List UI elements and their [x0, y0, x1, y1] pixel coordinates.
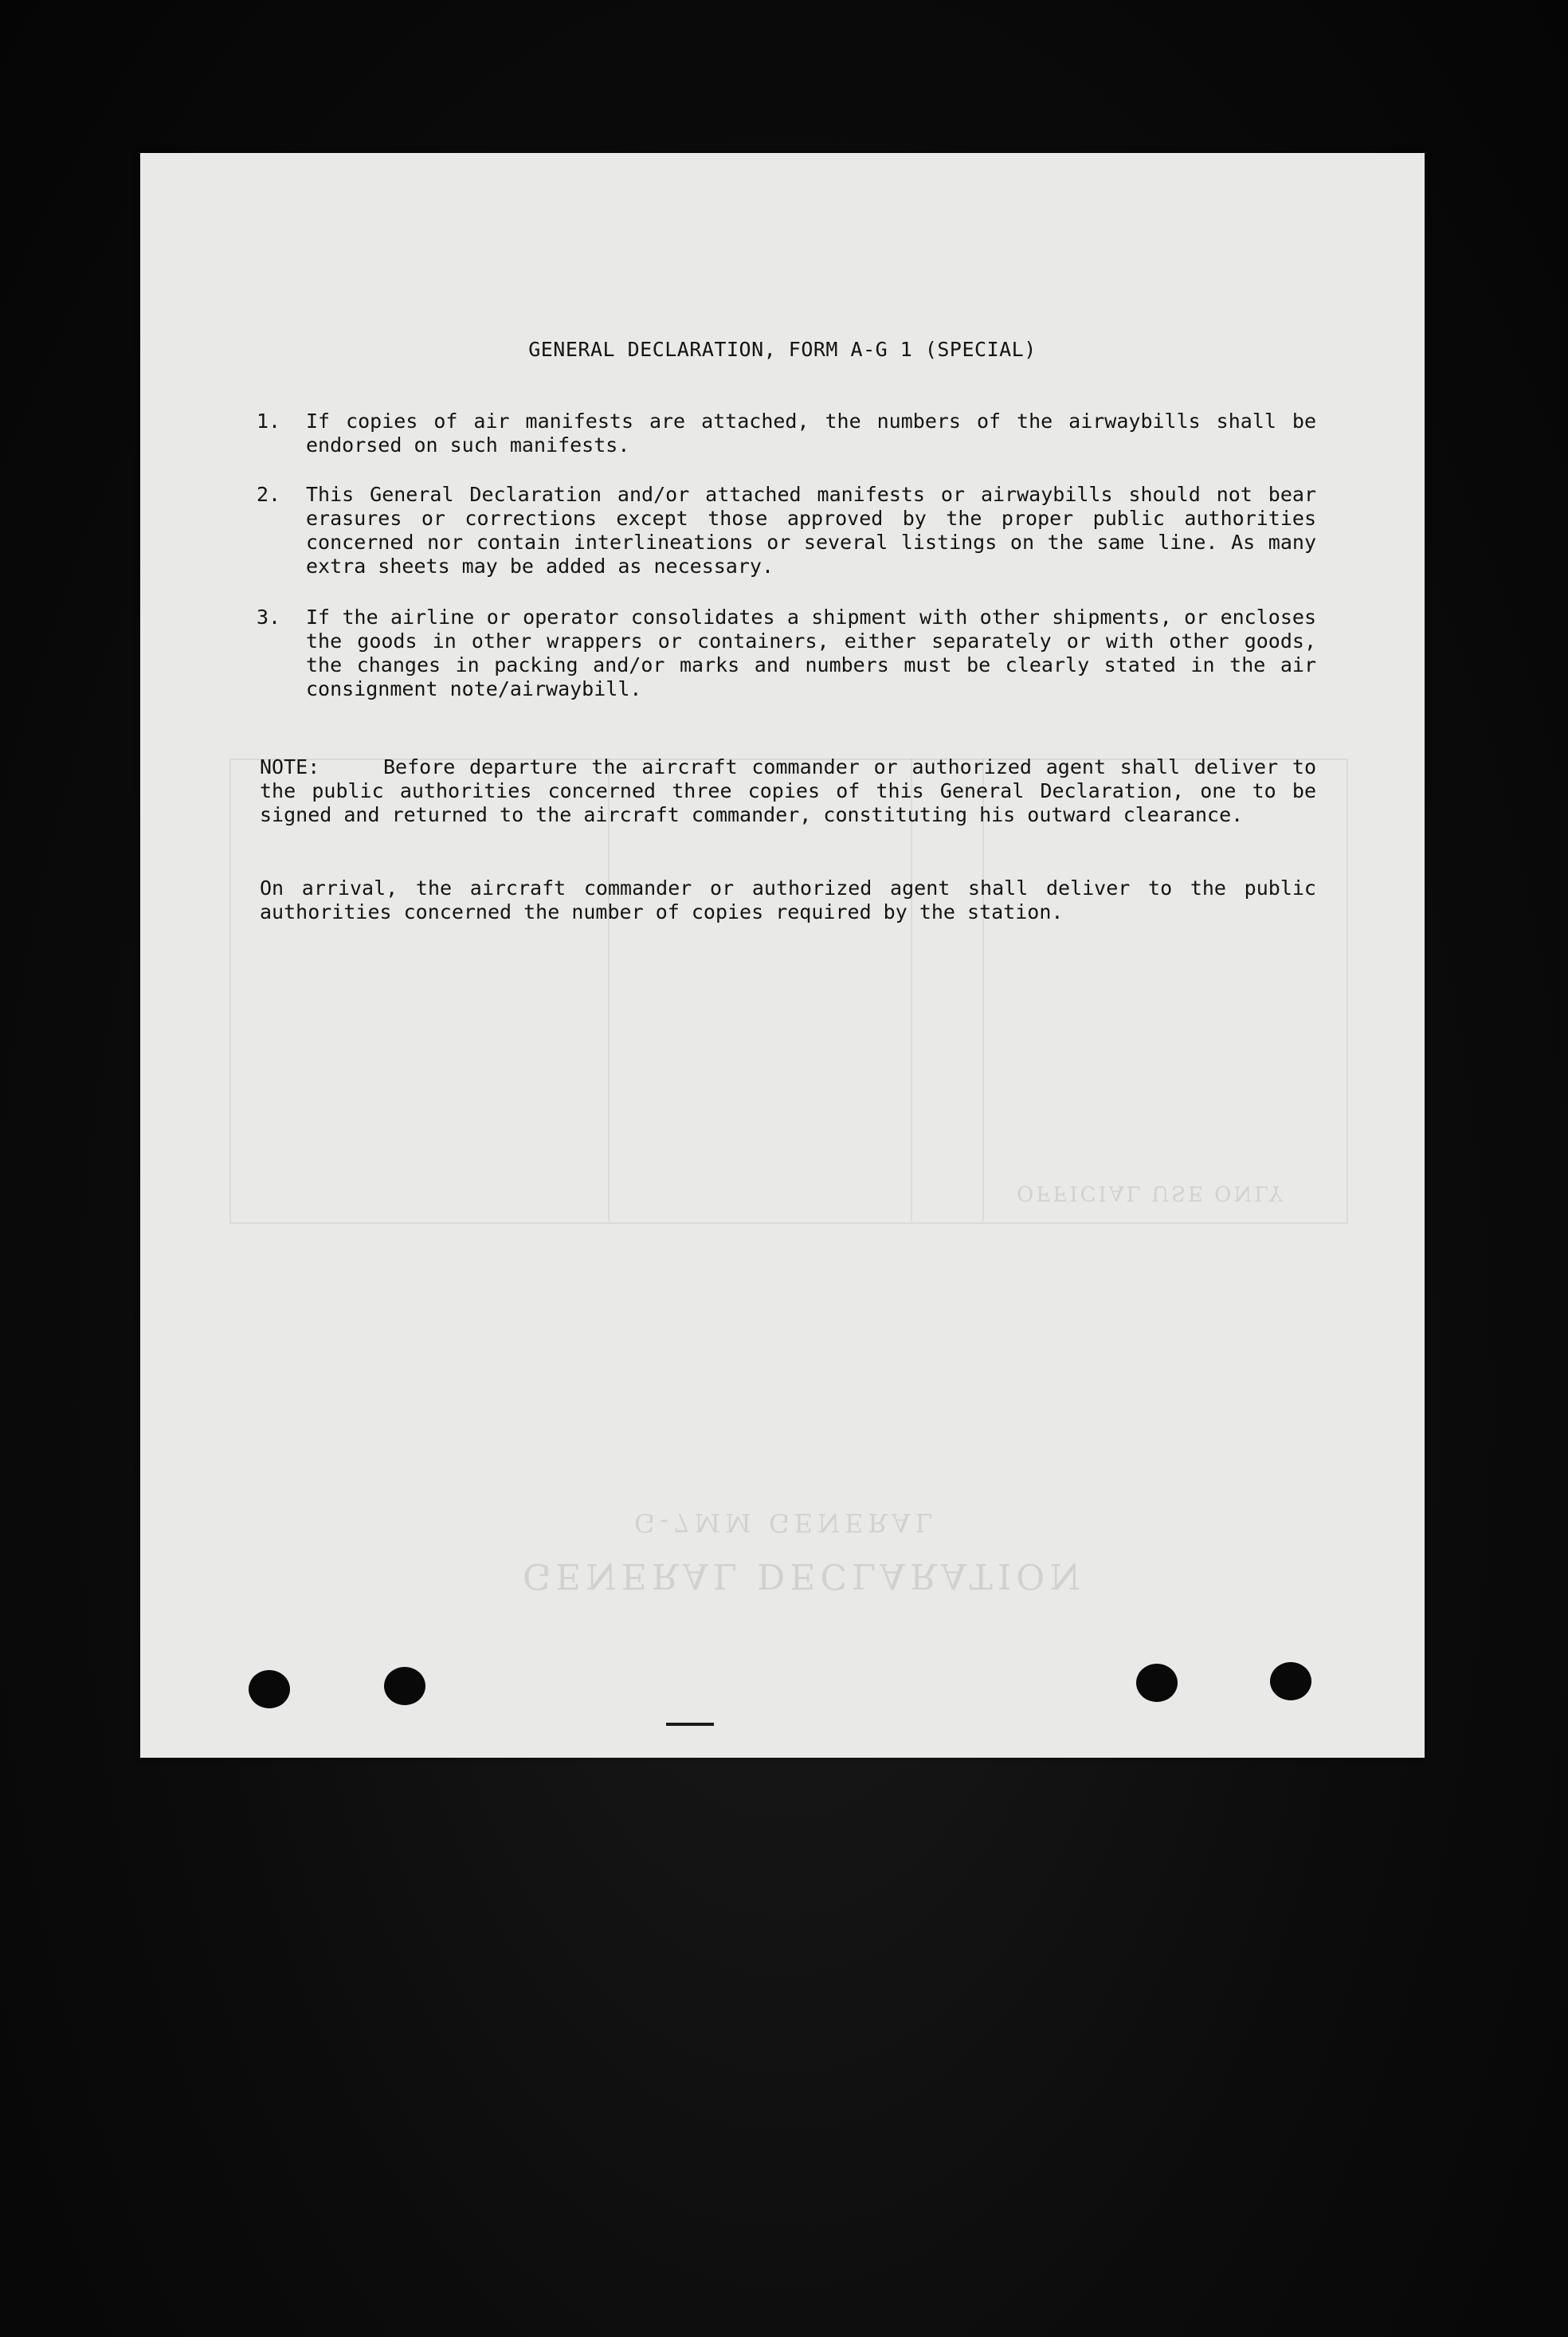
punch-hole — [1270, 1662, 1311, 1700]
document-title: GENERAL DECLARATION, FORM A-G 1 (SPECIAL) — [528, 338, 1037, 361]
show-through-subheading: G-7MM GENERAL — [634, 1508, 937, 1538]
item-text: This General Declaration and/or attached manifests or airwaybills should not bear erasures or corrections except those approved by the proper public authorities concerned nor contain interlineations or several listings on the same line. As many extra sheets may be added as necessary. — [306, 483, 1316, 578]
item-text: If the airline or operator consolidates a shipment with other shipments, or encloses the goods in other wrappers or containers, either separately or with other goods, the changes in packing and/or marks and numbers must be clearly stated in the air consignment note/airwaybill. — [306, 606, 1316, 700]
punch-hole — [384, 1667, 425, 1705]
instruction-item-2 — [257, 483, 1316, 578]
note-paragraph — [260, 755, 1316, 827]
note-label: NOTE: — [260, 755, 320, 778]
item-text: If copies of air manifests are attached, the numbers of the airwaybills shall be endorsed on such manifests. — [306, 410, 1316, 457]
item-number: 3. — [257, 606, 281, 629]
show-through-heading: GENERAL DECLARATION — [523, 1555, 1085, 1596]
item-number: 1. — [257, 410, 281, 433]
punch-hole — [1136, 1664, 1178, 1702]
scan-specks — [666, 1723, 714, 1726]
show-through-stamp: OFFICIAL USE ONLY — [1017, 1181, 1285, 1205]
instruction-item-1 — [257, 410, 1316, 457]
arrival-paragraph: On arrival, the aircraft commander or authorized agent shall deliver to the public authorities concerned the number of copies required by the station. — [260, 876, 1316, 923]
instruction-item-3 — [257, 606, 1316, 701]
note-text: Before departure the aircraft commander or authorized agent shall deliver to the public authorities concerned three copies of this General Declaration, one to be signed and returned to the aircraft commander, constituting his outward clearance. — [260, 755, 1316, 826]
punch-hole — [249, 1670, 290, 1708]
item-number: 2. — [257, 483, 281, 506]
document-page — [140, 153, 1425, 1758]
document-body — [140, 153, 1425, 1758]
